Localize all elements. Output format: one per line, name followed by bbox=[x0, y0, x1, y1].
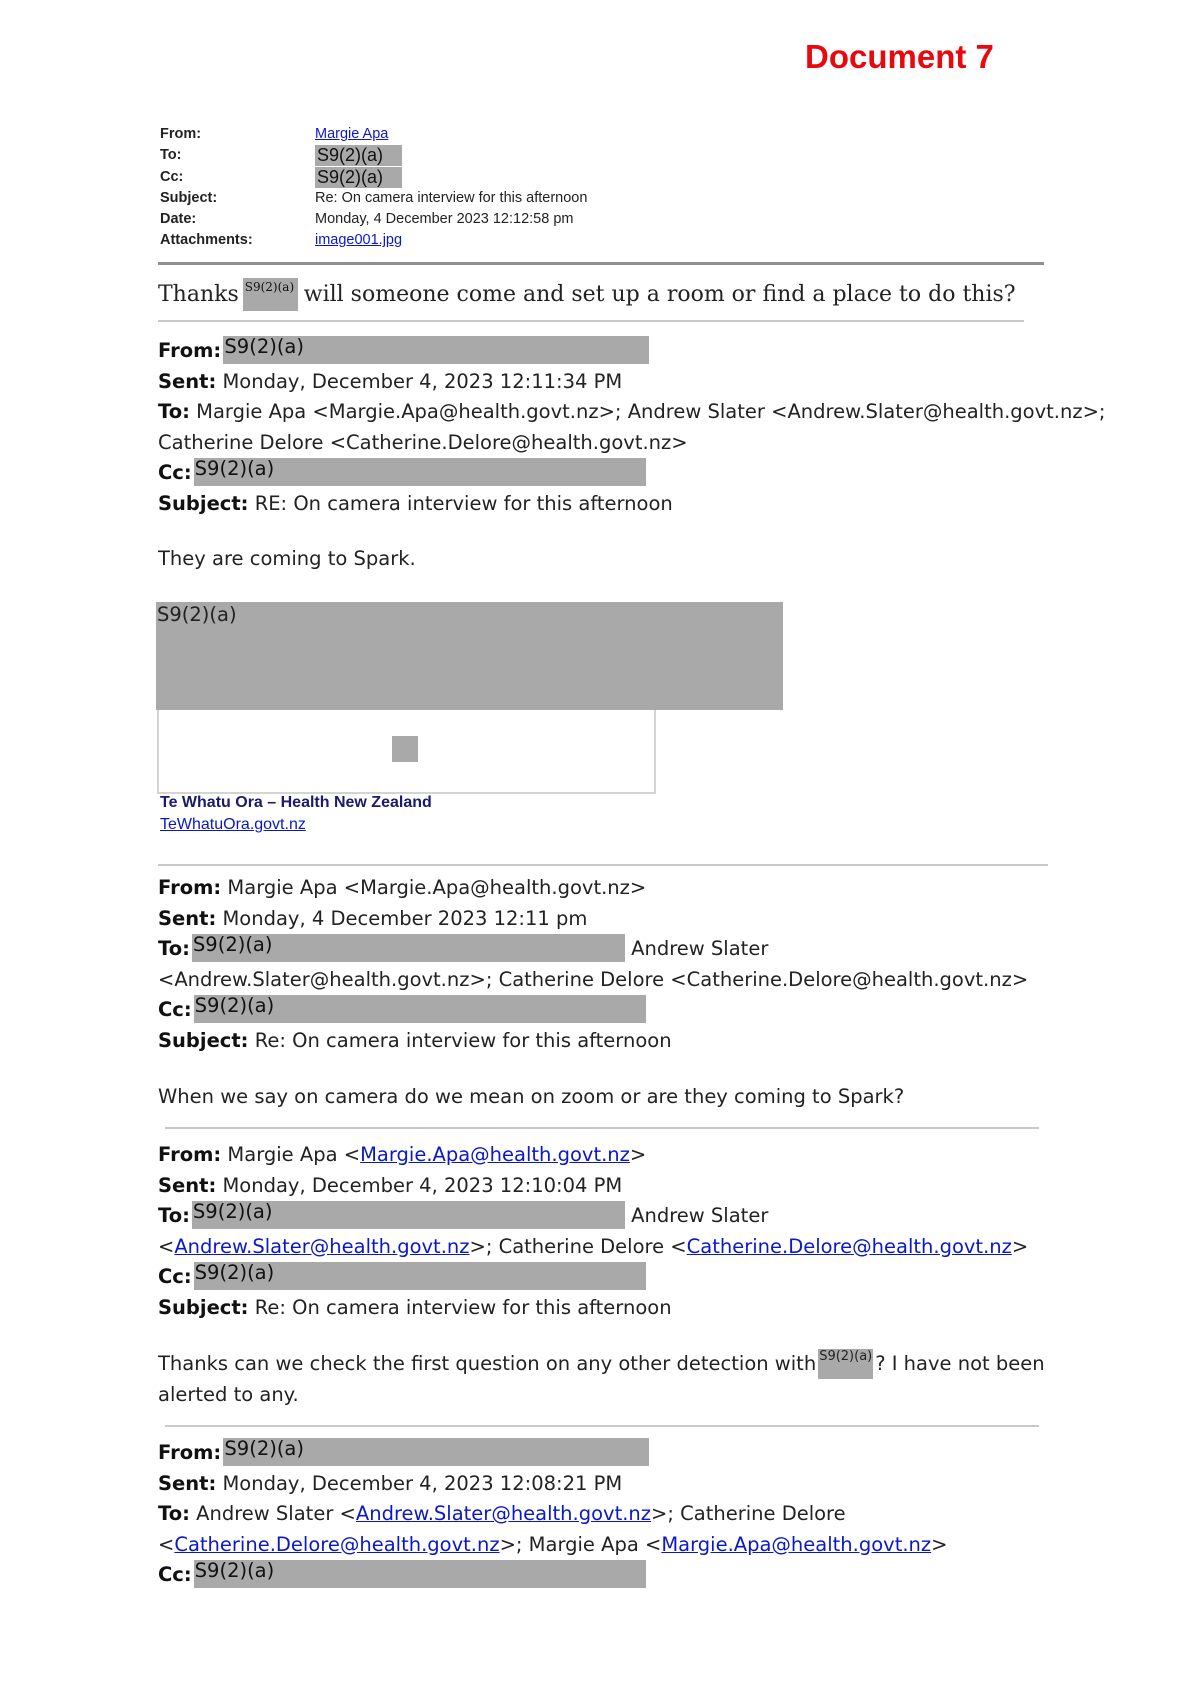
sent-label: Sent: bbox=[158, 1471, 217, 1495]
email-1-body: They are coming to Spark. bbox=[158, 547, 416, 570]
subject-label: Subject: bbox=[158, 1028, 249, 1052]
redacted-to: S9(2)(a) bbox=[192, 1201, 625, 1229]
cc-label: Cc: bbox=[158, 1265, 192, 1288]
cc-label: Cc: bbox=[158, 461, 192, 484]
attachment-link[interactable]: image001.jpg bbox=[315, 232, 403, 249]
to-email-link-2[interactable]: Catherine.Delore@health.govt.nz bbox=[686, 1234, 1012, 1258]
to-value-line1: Margie Apa <Margie.Apa@health.govt.nz>; Andrew Slater <Andrew.Slater@health.govt.nz>; bbox=[196, 400, 1106, 423]
thanks-text: will someone come and set up a room or find a place to do this? bbox=[303, 282, 1016, 307]
to-close: > bbox=[1011, 1234, 1029, 1258]
to-value-line2: Catherine Delore <Catherine.Delore@health.govt.nz> bbox=[158, 430, 688, 454]
header-subject: Re: On camera interview for this afternoon bbox=[315, 189, 588, 206]
redacted-cc: S9(2)(a) bbox=[194, 1560, 646, 1588]
signature-url-link[interactable]: TeWhatuOra.govt.nz bbox=[160, 816, 306, 833]
to-email-link-3[interactable]: Margie.Apa@health.govt.nz bbox=[661, 1532, 932, 1556]
to-value-tail: Andrew Slater bbox=[631, 1204, 769, 1227]
sent-value: Monday, December 4, 2023 12:11:34 PM bbox=[222, 369, 623, 393]
header-from-link[interactable]: Margie Apa bbox=[315, 126, 389, 142]
redacted-to: S9(2)(a) bbox=[315, 145, 402, 166]
header-divider bbox=[158, 262, 1044, 265]
email-4 bbox=[158, 1438, 948, 1591]
divider-1 bbox=[158, 320, 1024, 322]
to-label: To: bbox=[158, 400, 190, 423]
reply-message bbox=[158, 278, 1016, 311]
cc-label: Cc: bbox=[158, 998, 192, 1021]
redacted-cc: S9(2)(a) bbox=[194, 995, 646, 1023]
thanks-prefix: Thanks bbox=[158, 282, 239, 307]
redacted-from: S9(2)(a) bbox=[223, 336, 649, 364]
body-line1-post: ? I have not been bbox=[875, 1352, 1045, 1375]
document-label: Document 7 bbox=[805, 38, 994, 75]
from-label: From: bbox=[158, 339, 222, 362]
to-value-line2: <Andrew.Slater@health.govt.nz>; Catherine Delore <Catherine.Delore@health.govt.nz> bbox=[158, 967, 1029, 991]
to-mid: >; Catherine Delore < bbox=[469, 1234, 687, 1258]
sent-label: Sent: bbox=[158, 1173, 217, 1197]
cc-label: Cc: bbox=[158, 1563, 192, 1586]
redacted-cc: S9(2)(a) bbox=[194, 1262, 646, 1290]
to-label: To: bbox=[158, 1204, 190, 1227]
subject-label: Subject: bbox=[158, 491, 249, 515]
email-1 bbox=[158, 336, 1106, 519]
redacted-to: S9(2)(a) bbox=[192, 934, 625, 962]
to-close: > bbox=[931, 1532, 948, 1556]
header-date: Monday, 4 December 2023 12:12:58 pm bbox=[315, 211, 574, 228]
header-from-label: From: bbox=[160, 126, 202, 142]
to-pre: Andrew Slater < bbox=[196, 1502, 356, 1525]
redacted-from: S9(2)(a) bbox=[223, 1438, 649, 1466]
header-subject-label: Subject: bbox=[160, 189, 218, 206]
redacted-inline: S9(2)(a) bbox=[818, 1349, 873, 1379]
to-email-link-1[interactable]: Andrew.Slater@health.govt.nz bbox=[174, 1234, 470, 1258]
subject-label: Subject: bbox=[158, 1295, 249, 1319]
divider-2 bbox=[158, 864, 1048, 866]
from-email-link[interactable]: Margie.Apa@health.govt.nz bbox=[360, 1143, 630, 1166]
redacted-signature: S9(2)(a) bbox=[156, 602, 783, 710]
header-cc-label: Cc: bbox=[160, 168, 184, 185]
sent-label: Sent: bbox=[158, 906, 217, 930]
header-date-label: Date: bbox=[160, 211, 197, 228]
body-line1-pre: Thanks can we check the first question on any other detection with bbox=[158, 1352, 817, 1375]
redacted-name: S9(2)(a) bbox=[243, 278, 298, 311]
email-3-body bbox=[158, 1349, 1045, 1410]
sent-value: Monday, December 4, 2023 12:10:04 PM bbox=[222, 1173, 623, 1197]
header-to-label: To: bbox=[160, 147, 182, 164]
from-label: From: bbox=[158, 1143, 222, 1166]
header-attachments-label: Attachments: bbox=[160, 232, 253, 249]
to-email-link-2[interactable]: Catherine.Delore@health.govt.nz bbox=[174, 1532, 500, 1556]
from-name: Margie Apa < bbox=[227, 1143, 361, 1166]
from-label: From: bbox=[158, 876, 222, 899]
signature-org: Te Whatu Ora – Health New Zealand bbox=[160, 794, 432, 811]
to-open: < bbox=[158, 1234, 175, 1258]
email-2-body: When we say on camera do we mean on zoom or are they coming to Spark? bbox=[158, 1085, 905, 1108]
to-label: To: bbox=[158, 937, 190, 960]
sent-value: Monday, December 4, 2023 12:08:21 PM bbox=[222, 1471, 623, 1495]
signature-image-icon bbox=[392, 736, 418, 762]
subject-value: Re: On camera interview for this afternoon bbox=[254, 1028, 672, 1052]
email-2 bbox=[158, 873, 1028, 1056]
from-value: Margie Apa <Margie.Apa@health.govt.nz> bbox=[227, 876, 647, 899]
sent-value: Monday, 4 December 2023 12:11 pm bbox=[222, 906, 588, 930]
redacted-cc: S9(2)(a) bbox=[315, 167, 402, 188]
to-open: < bbox=[158, 1532, 175, 1556]
sent-label: Sent: bbox=[158, 369, 217, 393]
to-mid: >; Margie Apa < bbox=[499, 1532, 662, 1556]
email-header bbox=[160, 124, 587, 252]
to-email-link-1[interactable]: Andrew.Slater@health.govt.nz bbox=[355, 1502, 652, 1525]
from-close: > bbox=[629, 1143, 647, 1166]
subject-value: Re: On camera interview for this afternoon bbox=[254, 1295, 672, 1319]
from-label: From: bbox=[158, 1441, 222, 1464]
redacted-cc: S9(2)(a) bbox=[194, 458, 646, 486]
divider-3 bbox=[165, 1127, 1039, 1129]
to-value-tail: Andrew Slater bbox=[631, 937, 769, 960]
email-3 bbox=[158, 1140, 1028, 1323]
divider-4 bbox=[165, 1425, 1039, 1427]
to-label: To: bbox=[158, 1502, 190, 1525]
body-line2: alerted to any. bbox=[158, 1382, 299, 1406]
subject-value: RE: On camera interview for this afternoon bbox=[254, 491, 673, 515]
to-post: >; Catherine Delore bbox=[651, 1502, 846, 1525]
